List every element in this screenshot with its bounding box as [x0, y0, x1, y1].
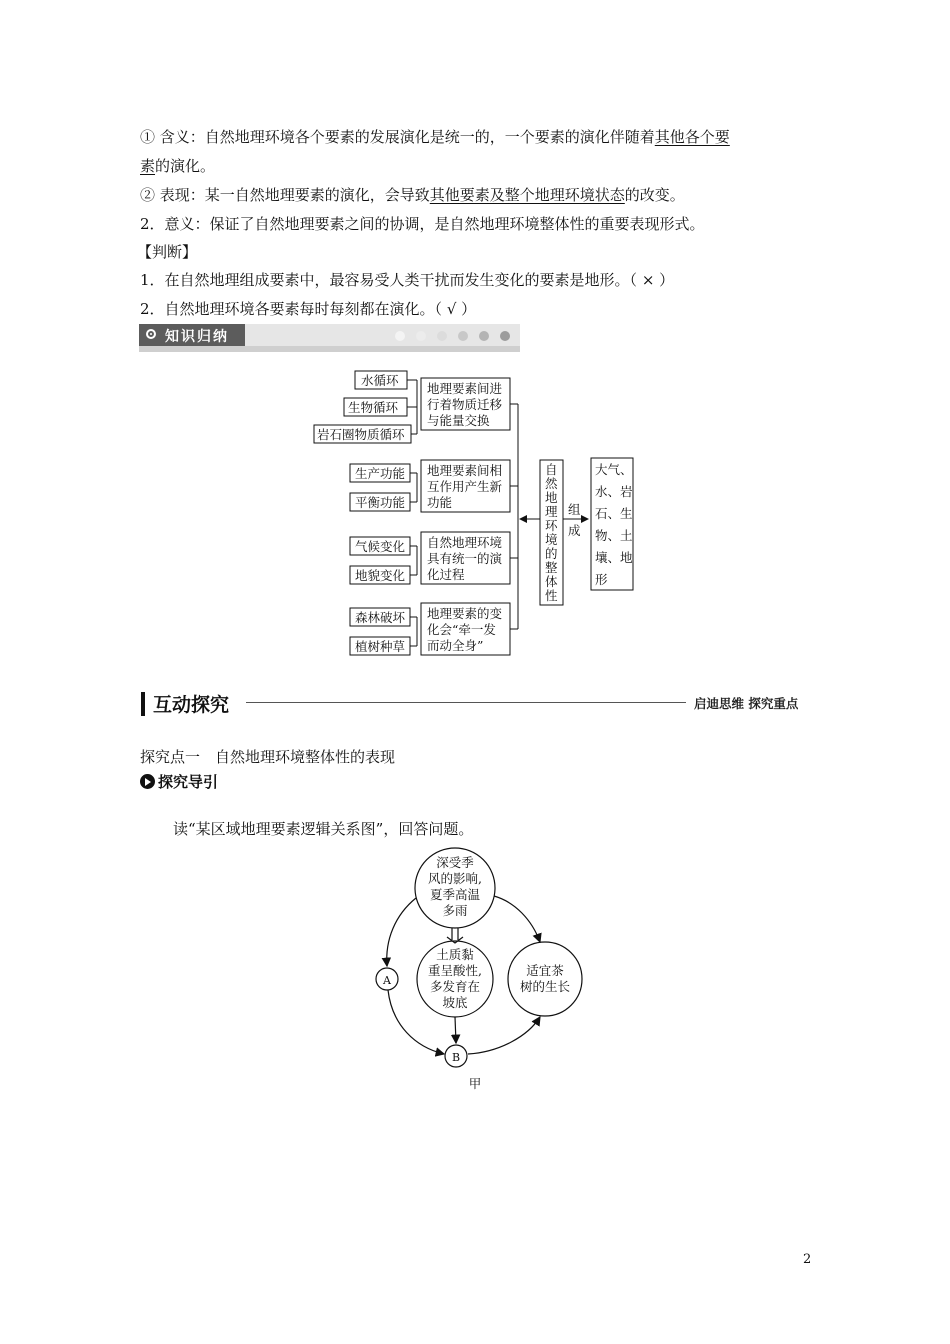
element-line: 水、岩 [595, 484, 633, 499]
element-line: 物、土 [595, 528, 633, 543]
concept-desc: 具有统一的演 [427, 551, 503, 566]
concept-item: 森林破坏 [355, 610, 406, 625]
judge-item-2: 2．自然地理环境各要素每时每刻都在演化。（ √ ） [140, 300, 477, 318]
element-line: 壤、地 [595, 550, 633, 565]
knowledge-summary-title: 知识归纳 [165, 329, 229, 345]
concept-desc: 地理要素的变 [427, 606, 503, 621]
element-line: 形 [595, 572, 608, 587]
soil-text: 多发育在 [429, 979, 481, 994]
underlined-term: 其他要素及整个地理环境状态 [429, 186, 625, 204]
concept-center-char: 然 [545, 476, 558, 491]
concept-desc: 而动全身” [427, 638, 484, 653]
concept-desc: 与能量交换 [427, 413, 490, 428]
underlined-term: 其他各个要 [654, 128, 730, 146]
diagram-caption: 甲 [468, 1076, 482, 1091]
explore-guide: 探究导引 [140, 771, 218, 792]
meaning-line-2: 素的演化。 [140, 157, 216, 175]
judge-heading: 【判断】 [137, 243, 198, 261]
compose-label: 组 [568, 502, 581, 517]
concept-center-char: 地 [545, 490, 558, 505]
concept-center-char: 性 [545, 588, 558, 603]
section-title: 互动探究 [153, 694, 230, 716]
underlined-term: 素 [140, 157, 156, 175]
concept-center-char: 的 [545, 546, 558, 561]
meaning-line-1: ① 含义：自然地理环境各个要素的发展演化是统一的，一个要素的演化伴随着其他各个要 [140, 128, 730, 146]
tea-text: 树的生长 [519, 979, 571, 994]
soil-text: 土质黏 [436, 947, 474, 962]
concept-item: 平衡功能 [355, 495, 406, 510]
section-marker [141, 692, 145, 716]
concept-desc: 行着物质迁移 [427, 397, 503, 412]
page-number: 2 [803, 1252, 812, 1267]
concept-desc: 化过程 [427, 567, 465, 582]
soil-text: 坡底 [442, 995, 468, 1010]
concept-center-char: 境 [545, 532, 558, 547]
concept-center-char: 自 [545, 462, 558, 477]
concept-item: 岩石圈物质循环 [317, 427, 405, 442]
tea-text: 适宜茶 [526, 963, 564, 978]
concept-center-char: 环 [545, 518, 558, 533]
climate-text: 多雨 [442, 903, 468, 918]
climate-text: 夏季高温 [429, 887, 481, 902]
compose-label: 成 [568, 523, 581, 538]
concept-desc: 互作用产生新 [427, 479, 503, 494]
concept-elements-box [591, 458, 633, 590]
concept-item: 气候变化 [355, 539, 406, 554]
concept-item: 水循环 [361, 373, 399, 388]
instruction-text: 读“某区域地理要素逻辑关系图”，回答问题。 [173, 820, 474, 838]
concept-item: 植树种草 [355, 639, 406, 654]
climate-text: 风的影响, [428, 871, 482, 886]
explore-point-title: 探究点一 自然地理环境整体性的表现 [140, 748, 396, 766]
concept-item: 地貌变化 [355, 568, 406, 583]
section-divider [246, 702, 686, 703]
concept-center-char: 体 [545, 574, 558, 589]
soil-text: 重呈酸性, [428, 963, 482, 978]
play-icon [140, 774, 155, 789]
element-line: 大气、 [595, 462, 633, 477]
concept-item: 生产功能 [355, 466, 406, 481]
logic-diagram [0, 840, 950, 1100]
node-a-label: A [383, 974, 391, 987]
judge-item-1: 1．在自然地理组成要素中，最容易受人类干扰而发生变化的要素是地形。（ × ） [140, 271, 675, 289]
expression-line: ② 表现：某一自然地理要素的演化，会导致其他要素及整个地理环境状态的改变。 [140, 186, 685, 204]
concept-desc: 化会“牵一发 [427, 622, 496, 637]
concept-desc: 自然地理环境 [427, 535, 503, 550]
concept-desc: 地理要素间相 [427, 463, 503, 478]
concept-item: 生物循环 [348, 400, 399, 415]
node-b-label: B [451, 1051, 461, 1064]
concept-desc: 地理要素间进 [427, 381, 503, 396]
climate-text: 深受季 [436, 855, 474, 870]
concept-desc: 功能 [427, 495, 453, 510]
concept-center-char: 整 [545, 560, 558, 575]
concept-center-char: 理 [545, 504, 558, 519]
significance-line: 2．意义：保证了自然地理要素之间的协调，是自然地理环境整体性的重要表现形式。 [140, 215, 705, 233]
element-line: 石、生 [595, 506, 633, 521]
section-subtitle: 启迪思维 探究重点 [694, 696, 799, 711]
